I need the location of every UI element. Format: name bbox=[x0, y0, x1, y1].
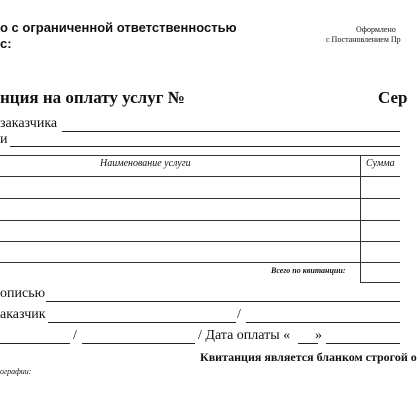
table-row[interactable] bbox=[0, 198, 400, 199]
total-field-line[interactable] bbox=[360, 282, 400, 283]
receipt-title: нция на оплату услуг № bbox=[0, 88, 185, 107]
signature-slash: / bbox=[237, 307, 241, 322]
column-header-sum: Сумма bbox=[366, 158, 395, 169]
customer-label: заказчика bbox=[0, 116, 58, 131]
table-row[interactable] bbox=[0, 176, 400, 177]
customer-signature-label: аказчик bbox=[0, 307, 46, 322]
table-row[interactable] bbox=[0, 220, 400, 221]
payment-date-close-quote: » bbox=[315, 328, 322, 343]
customer-signature-line[interactable] bbox=[48, 322, 236, 323]
sum-column-divider bbox=[360, 155, 361, 283]
customer-field-line[interactable] bbox=[62, 131, 400, 132]
organization-name-line-2: с: bbox=[0, 36, 12, 51]
date-slash: / bbox=[73, 328, 77, 343]
second-field-line[interactable] bbox=[10, 146, 400, 147]
date-field-line-2[interactable] bbox=[82, 343, 195, 344]
approval-note-line-2: с Постановлением Пр bbox=[326, 35, 401, 44]
organization-name-line: о с ограниченной ответственностью bbox=[0, 20, 237, 35]
date-field-line-1[interactable] bbox=[0, 343, 70, 344]
series-label: Сер bbox=[378, 88, 408, 107]
amount-in-words-line[interactable] bbox=[46, 301, 400, 302]
table-top-border bbox=[0, 155, 400, 156]
amount-in-words-label: описью bbox=[0, 286, 46, 301]
footer-note: ографии: bbox=[0, 367, 32, 376]
payment-date-label: / Дата оплаты « bbox=[198, 328, 291, 343]
table-row[interactable] bbox=[0, 262, 400, 263]
column-header-service: Наименование услуги bbox=[100, 158, 191, 169]
payment-month-field[interactable] bbox=[326, 343, 400, 344]
customer-name-line[interactable] bbox=[246, 322, 400, 323]
total-label: Всего по квитанции: bbox=[271, 266, 346, 275]
table-row[interactable] bbox=[0, 241, 400, 242]
approval-note-line-1: Оформлено bbox=[356, 25, 396, 34]
second-field-label: и bbox=[0, 132, 8, 147]
strict-form-notice: Квитанция является бланком строгой о bbox=[200, 350, 417, 364]
